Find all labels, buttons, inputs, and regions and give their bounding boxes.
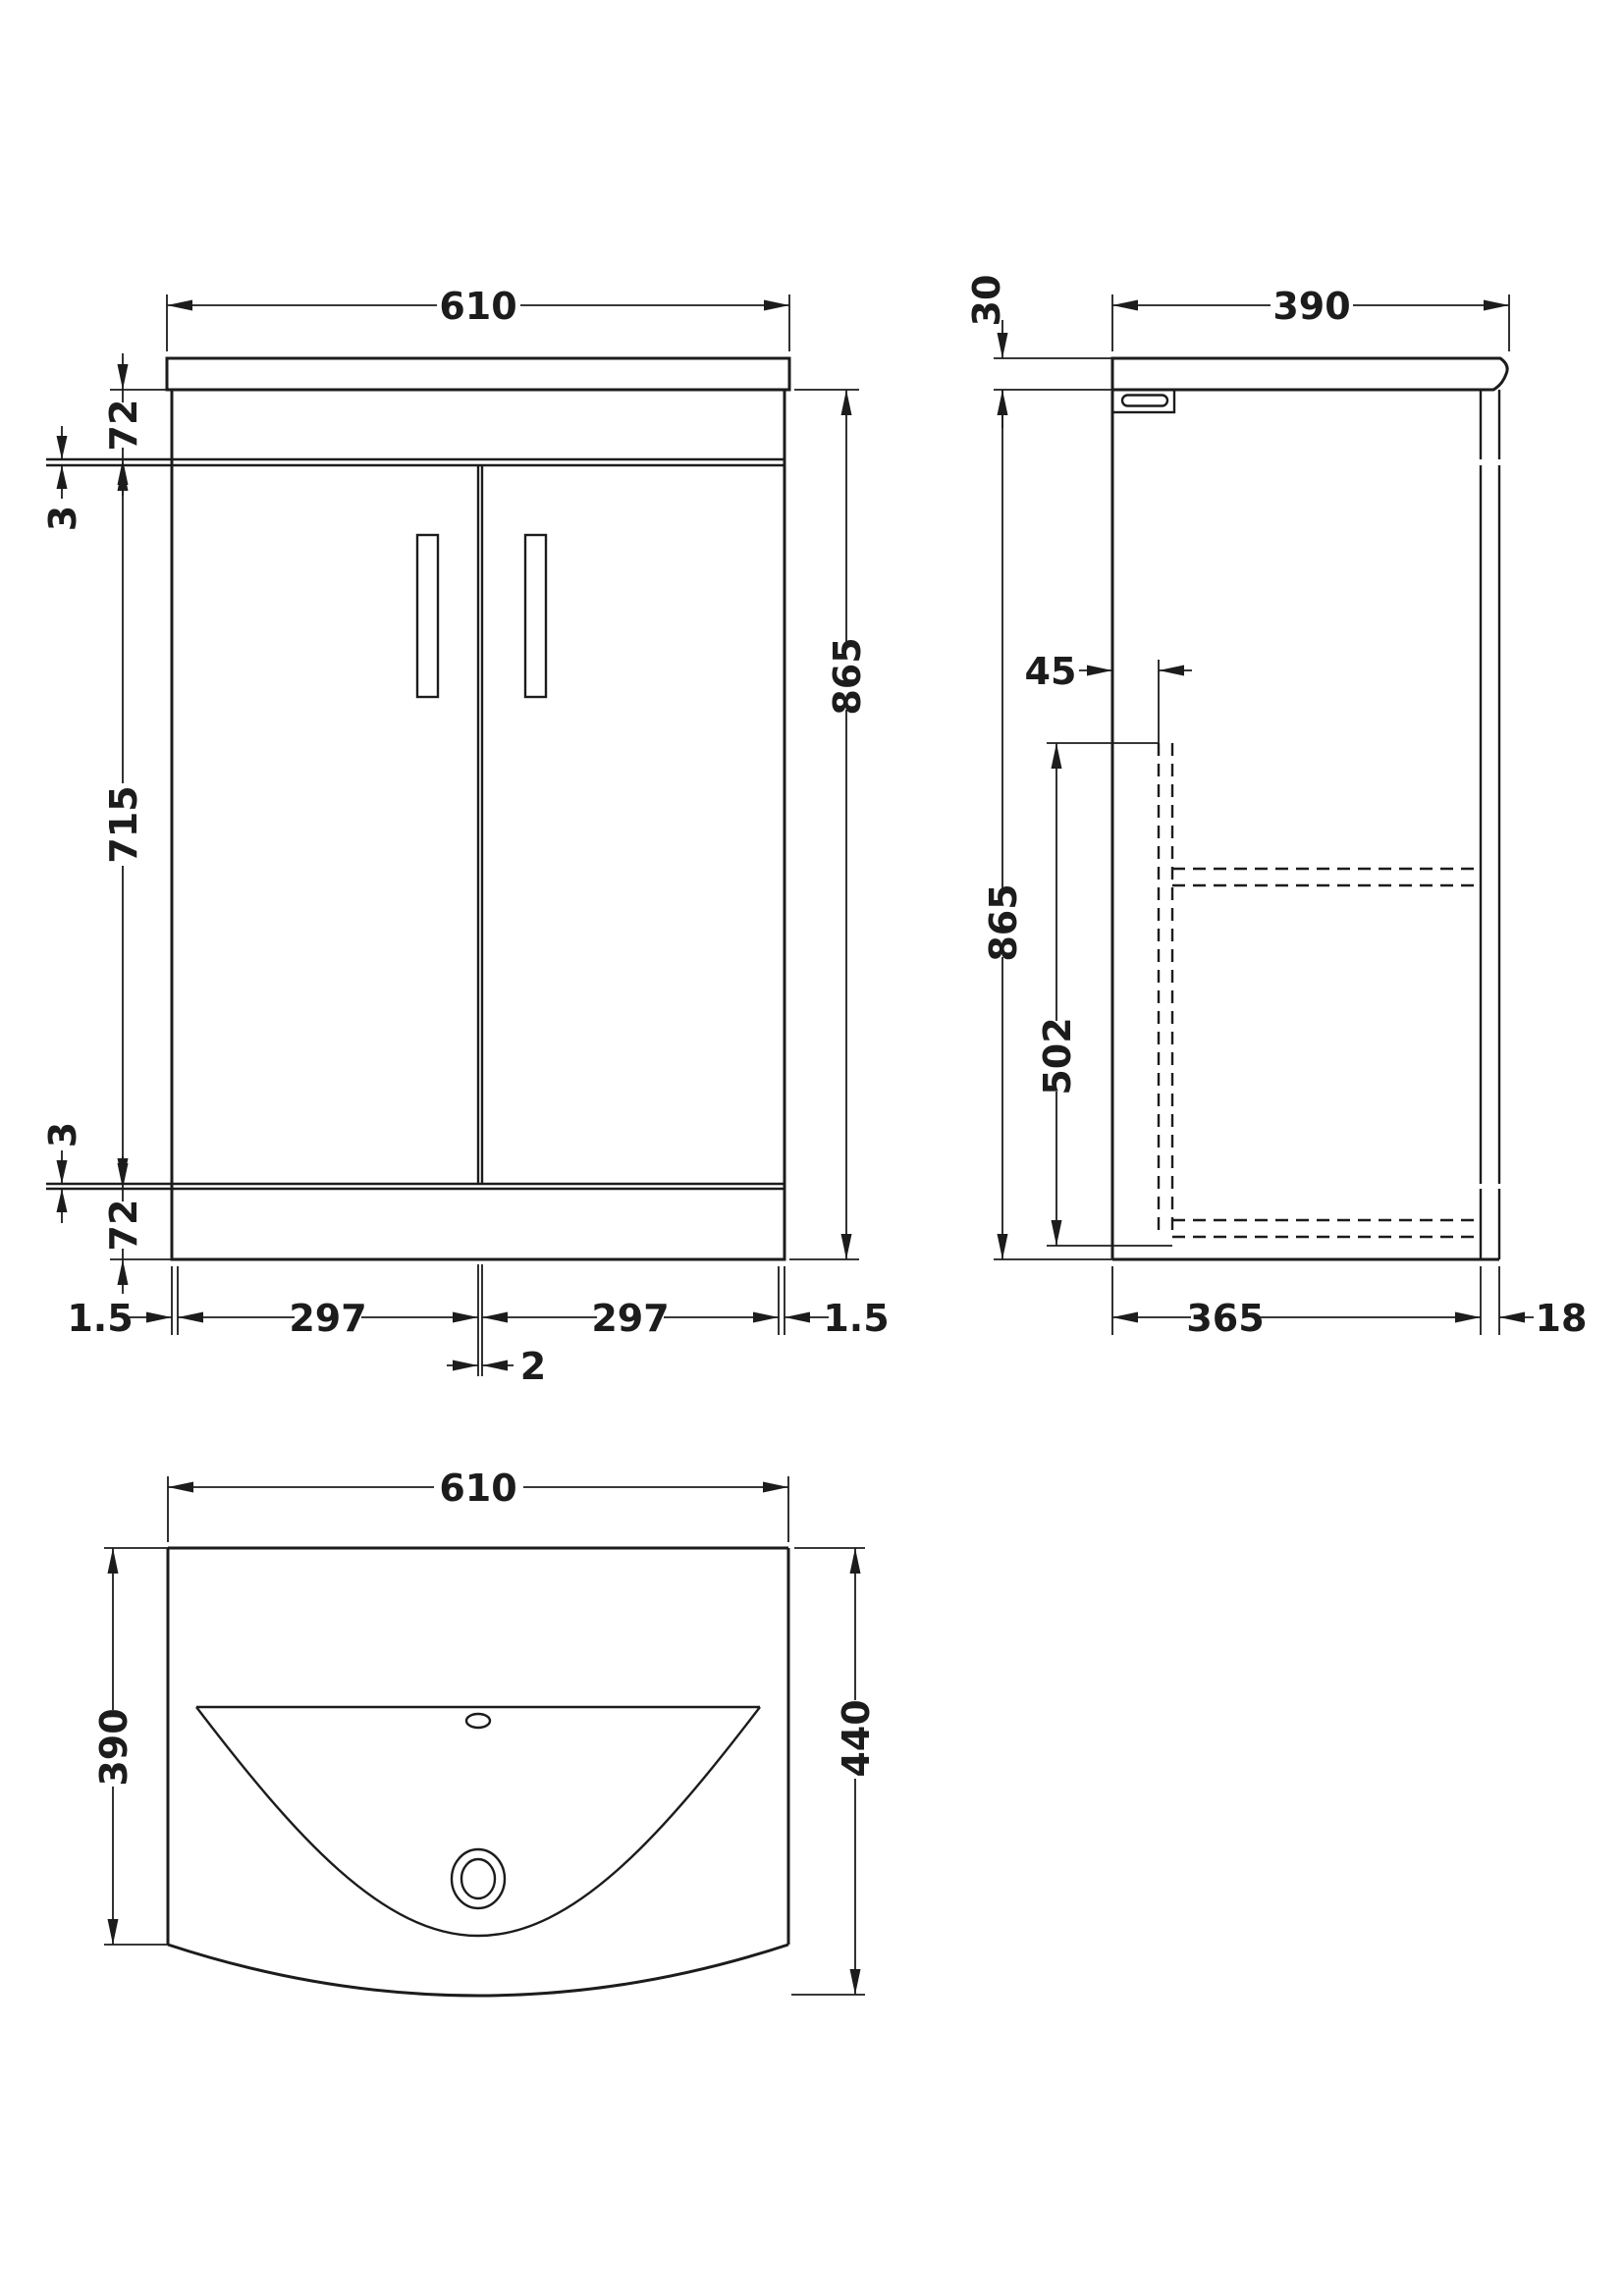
front-top-gap-label: 3	[41, 505, 84, 532]
plan-basin-bowl	[196, 1707, 760, 1936]
side-dim-bottom-row	[1112, 1266, 1587, 1340]
waste-drain-inner-icon	[461, 1859, 495, 1898]
front-dim-top-gap	[41, 426, 84, 531]
side-worktop-thickness-label: 30	[965, 274, 1008, 327]
side-cavity-height-label: 502	[1036, 1017, 1079, 1095]
side-door-edge	[1481, 390, 1499, 1259]
front-plinth-label: 72	[102, 1199, 145, 1252]
front-worktop	[167, 358, 789, 390]
side-door-thickness-label: 18	[1535, 1297, 1588, 1340]
front-dim-top-rail	[102, 353, 167, 496]
hidden-bottom-panel	[1172, 1220, 1481, 1237]
front-door-gap	[478, 465, 482, 1184]
front-height-label: 865	[826, 637, 869, 716]
plan-width-label: 610	[439, 1467, 517, 1510]
front-dim-width	[167, 285, 789, 351]
side-dim-back-offset	[1025, 650, 1192, 743]
plan-dim-carcass-depth	[92, 1548, 168, 1945]
hidden-cavity-back	[1159, 743, 1172, 1237]
front-dim-door-height	[102, 465, 145, 1184]
plan-dim-width	[168, 1467, 788, 1542]
front-door-gap-label: 2	[519, 1345, 547, 1388]
front-view	[41, 285, 890, 1388]
side-dim-depth	[1112, 285, 1509, 351]
left-door-handle	[417, 535, 438, 697]
front-width-label: 610	[439, 285, 517, 328]
hidden-shelf	[1172, 869, 1481, 885]
plan-worktop-outline	[168, 1548, 788, 1945]
side-carcass-depth-label: 365	[1186, 1297, 1265, 1340]
front-dim-plinth	[102, 1156, 172, 1294]
front-dim-overall-height	[789, 390, 869, 1259]
side-view	[965, 275, 1587, 1340]
side-worktop	[1112, 358, 1507, 390]
front-bottom-gap-label: 3	[41, 1121, 84, 1148]
tap-hole-icon	[466, 1714, 490, 1728]
side-back-offset-label: 45	[1024, 650, 1077, 693]
plan-basin-front-bulge	[168, 1945, 788, 1996]
side-dim-cavity-height	[1036, 743, 1172, 1246]
front-right-margin-label: 1.5	[823, 1297, 890, 1340]
plan-view	[92, 1467, 878, 1996]
right-door-handle	[525, 535, 546, 697]
side-dim-worktop-thickness	[965, 275, 1112, 428]
plan-carcass-depth-label: 390	[92, 1708, 135, 1787]
plan-dim-overall-depth	[791, 1548, 878, 1995]
plan-overall-depth-label: 440	[835, 1699, 878, 1778]
front-door-gap-extension	[478, 1264, 482, 1376]
side-height-label: 865	[982, 883, 1025, 962]
front-left-door-label: 297	[289, 1297, 367, 1340]
front-top-rail-label: 72	[102, 399, 145, 452]
front-dim-bottom-gap	[41, 1122, 84, 1223]
front-door-height-label: 715	[102, 785, 145, 864]
fixing-bracket-slot-icon	[1122, 396, 1167, 406]
front-right-door-label: 297	[591, 1297, 670, 1340]
side-dim-overall-height	[982, 390, 1112, 1259]
front-left-margin-label: 1.5	[67, 1297, 134, 1340]
side-depth-label: 390	[1272, 285, 1351, 328]
